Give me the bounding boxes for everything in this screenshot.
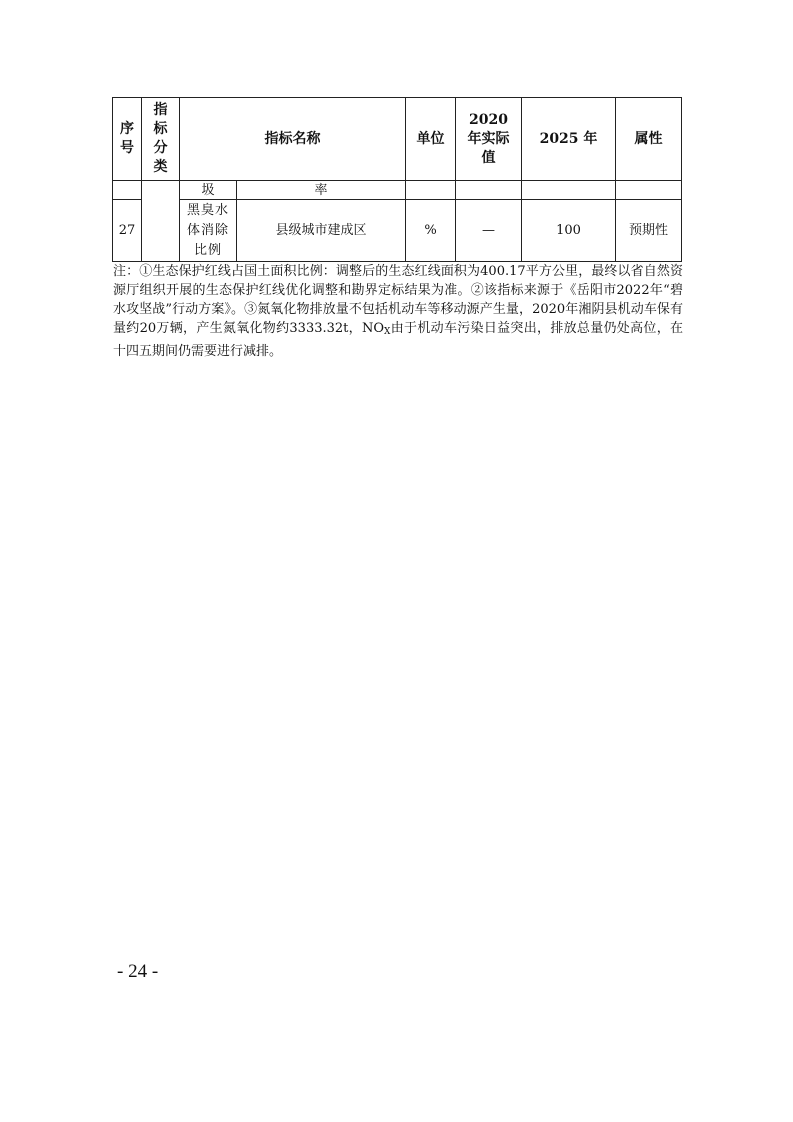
cell-actual-2020 bbox=[456, 181, 522, 200]
footnote-text-cont: 由于机动车污染日益突出，排放总量仍处高位，在十四五期间仍需要进行减排。 bbox=[113, 321, 683, 359]
table-footnote bbox=[113, 262, 683, 361]
header-seq: 序号 bbox=[113, 98, 142, 181]
header-category: 指标分类 bbox=[142, 98, 180, 181]
cell-name: 县级城市建成区 bbox=[237, 200, 406, 262]
cell-category bbox=[142, 181, 180, 262]
cell-actual-2020: — bbox=[456, 200, 522, 262]
cell-seq: 27 bbox=[113, 200, 142, 262]
footnote-text: 注：①生态保护红线占国土面积比例：调整后的生态红线面积为400.17平方公里，最终以省自然资源厅组织开展的生态保护红线优化调整和勘界定标结果为准。②该指标来源于《岳阳市2022年“碧水攻坚战”行动方案》。③氮氧化物排放量不包括机动车等移动源产生量，2020年湘阴县机动车保有量约20万辆，产生氮氧化物约3333.32t，NO bbox=[113, 264, 683, 336]
header-attribute: 属性 bbox=[616, 98, 682, 181]
table-row bbox=[113, 181, 682, 200]
cell-unit: % bbox=[406, 200, 456, 262]
header-name: 指标名称 bbox=[180, 98, 406, 181]
page-number: - 24 - bbox=[117, 961, 159, 982]
cell-name: 率 bbox=[237, 181, 406, 200]
indicator-table bbox=[112, 97, 682, 262]
cell-subcategory: 圾 bbox=[180, 181, 237, 200]
cell-attribute: 预期性 bbox=[616, 200, 682, 262]
table-row bbox=[113, 200, 682, 262]
footnote-subscript: X bbox=[384, 327, 391, 337]
cell-seq bbox=[113, 181, 142, 200]
header-target-2025: 2025 年 bbox=[522, 98, 616, 181]
cell-subcategory: 黑臭水体消除比例 bbox=[180, 200, 237, 262]
cell-target-2025: 100 bbox=[522, 200, 616, 262]
cell-target-2025 bbox=[522, 181, 616, 200]
table-header-row bbox=[113, 98, 682, 181]
header-unit: 单位 bbox=[406, 98, 456, 181]
header-actual-2020: 2020 年实际值 bbox=[456, 98, 522, 181]
cell-unit bbox=[406, 181, 456, 200]
cell-attribute bbox=[616, 181, 682, 200]
